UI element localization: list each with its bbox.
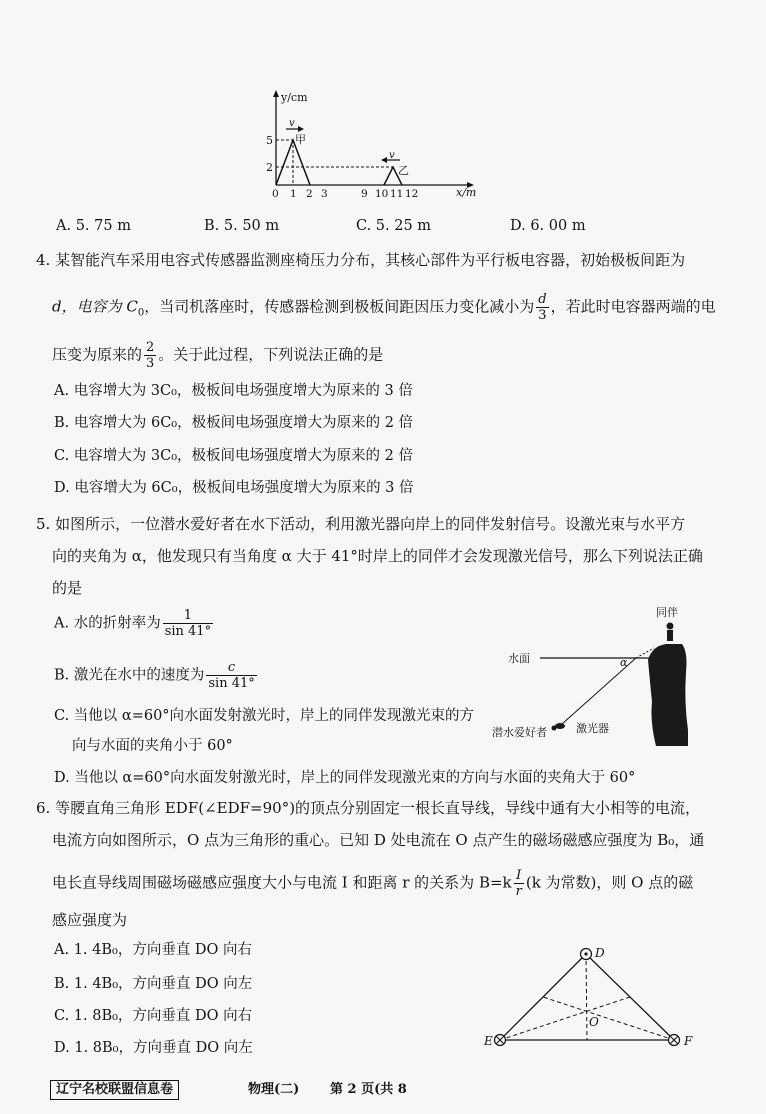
fig-laser-label: 激光器 [576, 722, 609, 735]
q6-option-d: D. 1. 8B₀，方向垂直 DO 向左 [54, 1040, 253, 1056]
q4-option-b: B. 电容增大为 6C₀，极板间电场强度增大为原来的 2 倍 [54, 415, 414, 431]
x-tick-9: 9 [361, 188, 368, 200]
q5-option-d: D. 当他以 α=60°向水面发射激光时，岸上的同伴发现激光束的方向与水面的夹角大于 60° [54, 770, 636, 786]
q6-option-c: C. 1. 8B₀，方向垂直 DO 向右 [54, 1008, 253, 1024]
q4-option-d: D. 电容增大为 6C₀，极板间电场强度增大为原来的 3 倍 [54, 480, 414, 496]
q6-option-b: B. 1. 4B₀，方向垂直 DO 向左 [54, 976, 253, 992]
q5-stem-line2: 向的夹角为 α，他发现只有当角度 α 大于 41°时岸上的同伴才会发现激光信号，那么下列说法正确 [52, 547, 703, 565]
q4-stem-line3: 压变为原来的 $\frac{2}{3}$ 。关于此过程，下列说法正确的是 [52, 340, 384, 371]
x-axis-label: x/m [456, 186, 477, 199]
x-tick-0: 0 [272, 188, 279, 200]
q3-option-c: C. 5. 25 m [356, 218, 432, 234]
fig-alpha-label: α [620, 656, 628, 669]
q5-option-b: B. 激光在水中的速度为 $\frac{c}{\sin 41^\circ}$ [54, 660, 255, 691]
fig-companion-label: 同伴 [656, 606, 678, 619]
q6-stem-line2: 电流方向如图所示，O 点为三角形的重心。已知 D 处电流在 O 点产生的磁场磁感应强度为 B₀，通 [52, 831, 705, 849]
footer-page: 第 2 页(共 8 [330, 1082, 407, 1097]
q4-stem-line1: 4. 某智能汽车采用电容式传感器监测座椅压力分布，其核心部件为平行板电容器，初始极板间距为 [36, 251, 686, 269]
x-tick-11: 11 [390, 188, 404, 200]
fig-water-label: 水面 [508, 652, 530, 665]
v2-label: v [389, 150, 395, 161]
footer-subject: 物理(二) [248, 1082, 300, 1097]
wave2-label: 乙 [398, 164, 409, 177]
fig-o-label: O [589, 1015, 599, 1029]
q5-option-c-line2: 向与水面的夹角小于 60° [72, 738, 233, 754]
q5-stem-line1: 5. 如图所示，一位潜水爱好者在水下活动，利用激光器向岸上的同伴发射信号。设激光束与水平方 [36, 515, 686, 533]
q6-stem-line3: 电长直导线周围磁场磁感应强度大小与电流 I 和距离 r 的关系为 B=k $\frac{I}{r}$ (k 为常数)，则 O 点的磁 [52, 868, 694, 899]
x-tick-3: 3 [321, 188, 328, 200]
q3-option-a: A. 5. 75 m [56, 218, 131, 234]
y-tick-5: 5 [266, 134, 273, 147]
y-axis-label: y/cm [281, 91, 308, 104]
v1-label: v [289, 118, 295, 129]
q6-figure [478, 938, 704, 1060]
q3-option-d: D. 6. 00 m [510, 218, 586, 234]
wave1-label: 甲 [295, 133, 306, 146]
q4-option-a: A. 电容增大为 3C₀，极板间电场强度增大为原来的 3 倍 [54, 383, 413, 399]
fig-d-label: D [595, 946, 605, 960]
y-tick-2: 2 [266, 161, 273, 174]
fig-f-label: F [684, 1034, 693, 1048]
q6-stem-line4: 感应强度为 [52, 911, 128, 929]
q6-option-a: A. 1. 4B₀，方向垂直 DO 向右 [54, 942, 253, 958]
x-tick-1: 1 [290, 188, 297, 200]
q5-stem-line3: 的是 [52, 579, 83, 597]
fig-e-label: E [484, 1034, 493, 1048]
x-tick-12: 12 [405, 188, 419, 200]
q5-figure [490, 602, 700, 752]
q4-stem-line2: d，电容为 $C_0$，当司机落座时，传感器检测到极板间距因压力变化减小为 $\frac{d}{3}$ ，若此时电容器两端的电 [52, 292, 716, 323]
q6-stem-line1: 6. 等腰直角三角形 EDF(∠EDF=90°)的顶点分别固定一根长直导线，导线中通有大小相等的电流， [36, 799, 701, 817]
q4-option-c: C. 电容增大为 3C₀，极板间电场强度增大为原来的 2 倍 [54, 448, 413, 464]
q3-option-b: B. 5. 50 m [204, 218, 280, 234]
wave-graph [262, 88, 482, 203]
q5-option-a: A. 水的折射率为 $\frac{1}{\sin 41^\circ}$ [54, 608, 212, 639]
x-tick-2: 2 [306, 188, 313, 200]
fig-diver-label: 潜水爱好者 [492, 726, 547, 739]
q5-option-c-line1: C. 当他以 α=60°向水面发射激光时，岸上的同伴发现激光束的方 [54, 708, 475, 724]
x-tick-10: 10 [375, 188, 389, 200]
footer-brand: 辽宁名校联盟信息卷 [50, 1080, 179, 1100]
